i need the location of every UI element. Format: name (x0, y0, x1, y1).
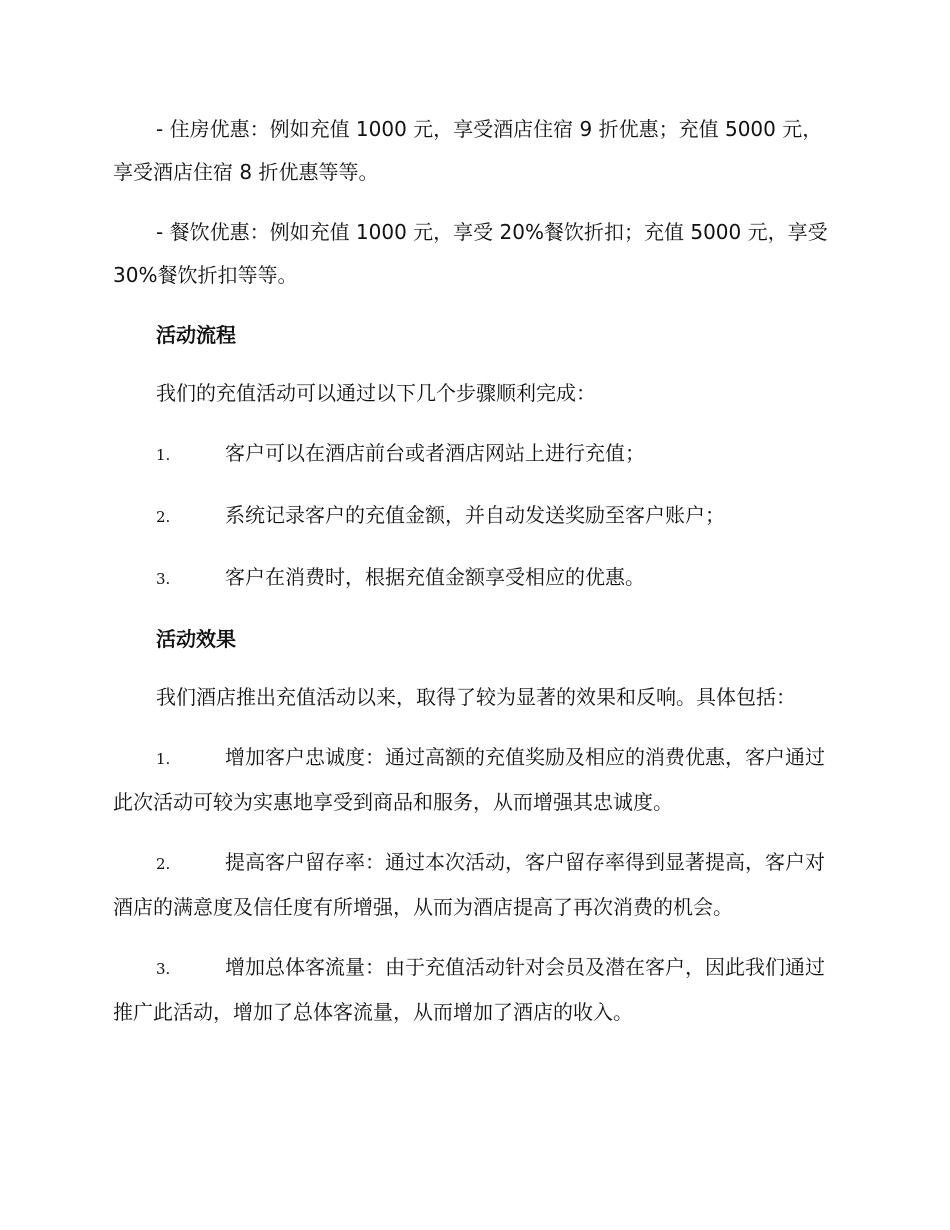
paragraph-housing-discount: - 住房优惠：例如充值 1000 元，享受酒店住宿 9 折优惠；充值 5000 元，享受酒店住宿 8 折优惠等等。 (113, 117, 823, 184)
heading-activity-effect: 活动效果 (156, 627, 236, 651)
list-number: 3. (156, 960, 171, 978)
list-item-text: 客户可以在酒店前台或者酒店网站上进行充值； (225, 441, 645, 465)
list-item-text: 提高客户留存率：通过本次活动，客户留存率得到显著提高，客户对酒店的满意度及信任度有所增强，从而为酒店提高了再次消费的机会。 (113, 850, 825, 919)
effect-item (113, 736, 838, 824)
paragraph-effect-intro: 我们酒店推出充值活动以来，取得了较为显著的效果和反响。具体包括： (156, 685, 796, 709)
list-item-text: 增加总体客流量：由于充值活动针对会员及潜在客户，因此我们通过推广此活动，增加了总体客流量，从而增加了酒店的收入。 (113, 955, 825, 1024)
paragraph-process-intro: 我们的充值活动可以通过以下几个步骤顺利完成： (156, 381, 596, 405)
list-number: 2. (156, 855, 171, 873)
list-item-text: 客户在消费时，根据充值金额享受相应的优惠。 (225, 565, 645, 589)
list-number: 2. (156, 508, 171, 526)
list-number: 3. (156, 570, 171, 588)
list-item-text: 增加客户忠诚度：通过高额的充值奖励及相应的消费优惠，客户通过此次活动可较为实惠地享受到商品和服务，从而增强其忠诚度。 (113, 745, 825, 814)
effect-item (113, 841, 838, 929)
effect-item (113, 946, 838, 1034)
process-step-item (113, 432, 838, 477)
process-step-item (113, 556, 838, 601)
list-number: 1. (156, 750, 171, 768)
paragraph-dining-discount: - 餐饮优惠：例如充值 1000 元，享受 20%餐饮折扣；充值 5000 元，享受 30%餐饮折扣等等。 (113, 220, 828, 287)
heading-activity-process: 活动流程 (156, 323, 236, 347)
list-number: 1. (156, 446, 171, 464)
list-item-text: 系统记录客户的充值金额，并自动发送奖励至客户账户； (225, 503, 725, 527)
document-body (113, 108, 838, 1051)
process-step-item (113, 494, 838, 539)
